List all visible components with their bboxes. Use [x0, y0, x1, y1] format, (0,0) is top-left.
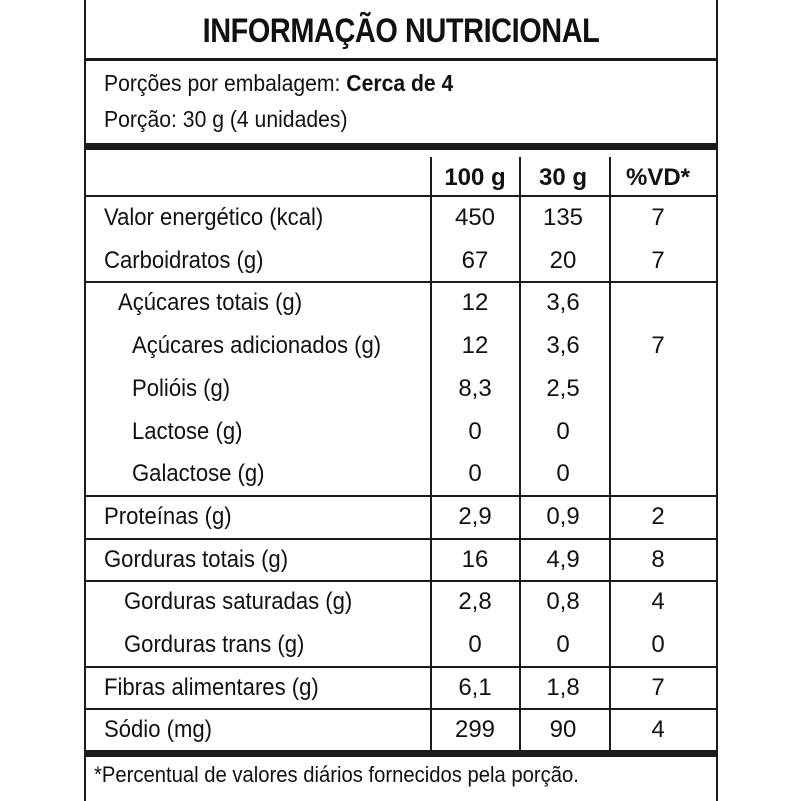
panel-border-right: [716, 0, 718, 801]
panel-title: INFORMAÇÃO NUTRICIONAL: [202, 12, 600, 50]
value-30g: 3,6: [546, 289, 580, 317]
table-row: [86, 539, 716, 581]
servings-per-package-label: Porções por embalagem:: [104, 70, 347, 96]
table-row: [86, 325, 716, 367]
header-100g: 100 g: [444, 164, 506, 191]
value-30g: 0: [556, 417, 570, 445]
row-divider: [86, 281, 716, 283]
nutrient-label: Gorduras saturadas (g): [124, 588, 353, 616]
value-vd: [610, 411, 706, 453]
value-100g: 0: [468, 631, 482, 658]
value-100g: 0: [468, 417, 482, 445]
title-divider: [86, 58, 716, 61]
value-vd: [610, 282, 706, 324]
value-vd: 7: [651, 673, 665, 701]
value-vd: 7: [651, 246, 665, 274]
value-100g: 12: [461, 289, 489, 317]
value-vd: 4: [651, 716, 665, 744]
table-row: [86, 411, 716, 453]
nutrient-label: Açúcares totais (g): [118, 289, 303, 317]
value-vd: 8: [651, 545, 665, 573]
nutrient-label: Valor energético (kcal): [104, 204, 324, 231]
footer-divider: [86, 750, 716, 757]
table-row: [86, 624, 716, 666]
column-divider: [519, 157, 521, 752]
value-30g: 0,9: [546, 502, 580, 530]
table-row: [86, 496, 716, 538]
nutrient-label: Lactose (g): [132, 417, 243, 445]
value-100g: 299: [454, 716, 496, 744]
value-100g: 0: [468, 460, 482, 488]
value-100g: 67: [461, 246, 489, 274]
table-header-row: [86, 157, 716, 199]
table-row: [86, 282, 716, 324]
row-divider: [86, 666, 716, 668]
value-100g: 12: [461, 332, 489, 360]
value-30g: 20: [549, 246, 577, 274]
header-30g: 30 g: [538, 164, 588, 191]
table-row: [86, 240, 716, 282]
value-30g: 2,5: [546, 374, 580, 402]
value-vd: 7: [651, 332, 665, 360]
nutrient-label: Galactose (g): [132, 460, 265, 488]
servings-per-package: [104, 70, 453, 97]
row-divider: [86, 708, 716, 710]
row-divider: [86, 495, 716, 497]
nutrient-label: Gorduras totais (g): [104, 545, 289, 573]
nutrient-label: Proteínas (g): [104, 502, 232, 530]
value-vd: 4: [651, 588, 665, 616]
serving-divider: [86, 143, 716, 150]
nutrient-label: Fibras alimentares (g): [104, 673, 319, 701]
value-30g: 1,8: [546, 673, 580, 701]
value-30g: 90: [549, 716, 577, 744]
value-vd: [610, 453, 706, 495]
value-100g: 16: [461, 545, 489, 573]
value-100g: 2,8: [458, 588, 492, 616]
table-row: [86, 197, 716, 239]
value-100g: 2,9: [458, 502, 492, 530]
nutrient-label: Gorduras trans (g): [124, 631, 305, 658]
header-divider: [86, 195, 716, 197]
value-30g: 0: [556, 460, 570, 488]
nutrient-label: Polióis (g): [132, 374, 231, 402]
value-30g: 0: [556, 631, 570, 658]
nutrient-label: Açúcares adicionados (g): [132, 332, 382, 360]
servings-per-package-value: Cerca de 4: [346, 70, 454, 96]
header-vd: %VD*: [625, 164, 691, 191]
nutrient-label: Carboidratos (g): [104, 246, 264, 274]
row-divider: [86, 580, 716, 582]
table-row: [86, 581, 716, 623]
nutrient-label: Sódio (mg): [104, 716, 212, 744]
value-vd: [610, 368, 706, 410]
value-vd: 2: [651, 502, 665, 530]
column-divider: [609, 157, 611, 752]
value-vd: 0: [651, 631, 665, 658]
value-30g: 4,9: [546, 545, 580, 573]
table-row: [86, 667, 716, 709]
portion-size: Porção: 30 g (4 unidades): [104, 106, 348, 132]
value-30g: 3,6: [546, 332, 580, 360]
table-row: [86, 368, 716, 410]
value-30g: 135: [542, 204, 584, 231]
value-30g: 0,8: [546, 588, 580, 616]
table-row: [86, 453, 716, 495]
footnote: *Percentual de valores diários fornecidos pela porção.: [94, 762, 579, 787]
column-divider: [430, 157, 432, 752]
value-100g: 6,1: [458, 673, 492, 701]
row-divider: [86, 538, 716, 540]
value-100g: 450: [454, 204, 496, 231]
value-vd: 7: [651, 204, 665, 231]
table-row: [86, 709, 716, 751]
value-100g: 8,3: [458, 374, 492, 402]
